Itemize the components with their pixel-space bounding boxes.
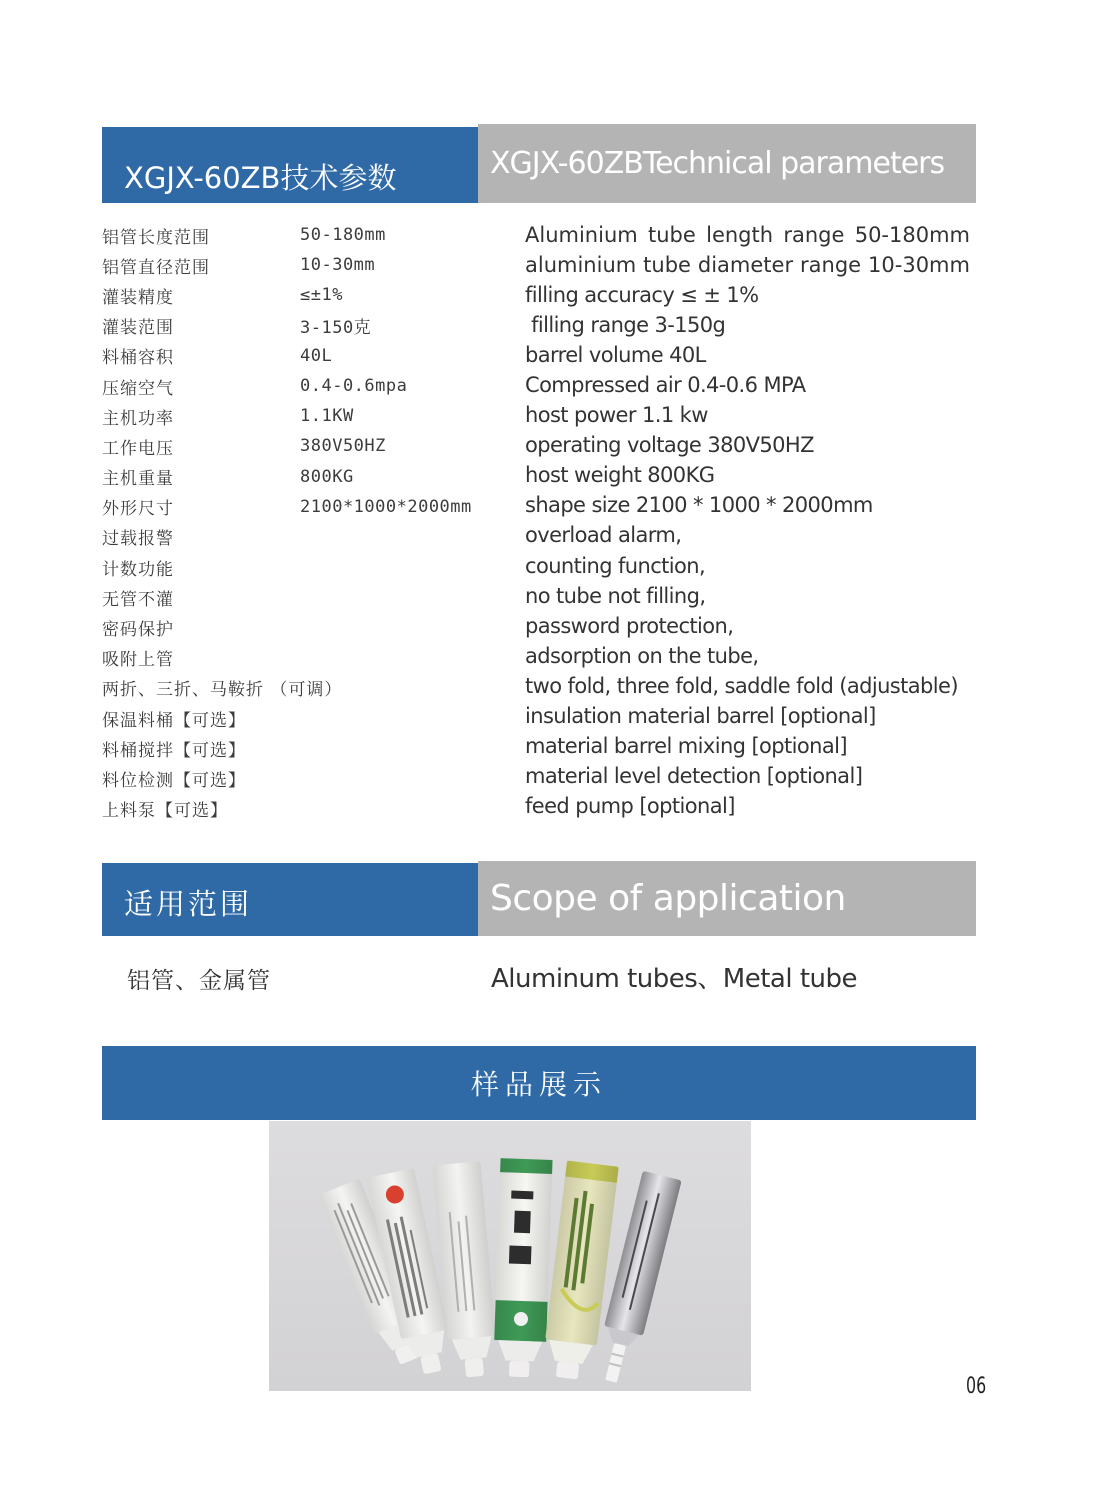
param-key-cn: 两折、三折、马鞍折 （可调） xyxy=(102,680,343,701)
param-row-cn xyxy=(102,401,502,431)
param-row-cn xyxy=(102,280,502,310)
tube-green xyxy=(493,1158,553,1378)
scope-header xyxy=(102,863,976,936)
param-row-en: no tube not filling, xyxy=(525,583,706,608)
param-word-en: Aluminium xyxy=(525,223,638,248)
param-value-cn: 380V50HZ xyxy=(300,436,386,457)
param-key-cn: 料桶容积 xyxy=(102,348,174,369)
param-row-en: insulation material barrel [optional] xyxy=(525,703,876,728)
param-row-cn xyxy=(102,250,502,280)
param-row-cn xyxy=(102,733,502,763)
tube-white-plain xyxy=(433,1161,499,1378)
param-row-en: two fold, three fold, saddle fold (adjustable) xyxy=(525,673,958,698)
param-value-cn: 1.1KW xyxy=(300,406,354,427)
param-word-en: range xyxy=(800,253,862,278)
param-key-cn: 主机重量 xyxy=(102,469,174,490)
param-row-en: filling range 3-150g xyxy=(525,313,726,338)
param-value-cn: 0.4-0.6mpa xyxy=(300,376,408,397)
param-word-en: aluminium xyxy=(525,253,637,278)
param-row-en: material level detection [optional] xyxy=(525,763,863,788)
param-row-en: host power 1.1 kw xyxy=(525,403,708,428)
param-value-cn: 2100*1000*2000mm xyxy=(300,496,472,517)
param-row-en xyxy=(525,220,970,250)
param-key-cn: 保温料桶【可选】 xyxy=(102,710,246,731)
scope-text-cn: 铝管、金属管 xyxy=(127,968,271,994)
param-row-cn xyxy=(102,794,502,824)
params-list-cn xyxy=(102,220,502,824)
tube-yellow xyxy=(541,1161,619,1382)
param-row-en: barrel volume 40L xyxy=(525,343,706,368)
param-key-cn: 吸附上管 xyxy=(102,650,174,671)
param-key-cn: 外形尺寸 xyxy=(102,499,174,520)
param-key-cn: 上料泵【可选】 xyxy=(102,801,228,822)
param-word-en: tube xyxy=(648,223,696,248)
tech-params-header xyxy=(102,127,976,203)
scope-title-cn: 适用范围 xyxy=(102,863,478,936)
page-number: 06 xyxy=(966,1374,987,1399)
param-key-cn: 料桶搅拌【可选】 xyxy=(102,740,246,761)
scope-title-en: Scope of application xyxy=(478,861,976,936)
tech-params-title-en: XGJX-60ZBTechnical parameters xyxy=(478,124,976,203)
param-row-cn xyxy=(102,582,502,612)
param-word-en: length xyxy=(706,223,774,248)
param-row-cn xyxy=(102,311,502,341)
param-word-en: 50-180mm xyxy=(854,223,970,248)
param-row-cn xyxy=(102,462,502,492)
param-word-en: range xyxy=(783,223,845,248)
param-key-cn: 料位检测【可选】 xyxy=(102,770,246,791)
param-key-cn: 灌装范围 xyxy=(102,318,174,339)
param-value-cn: 40L xyxy=(300,345,333,366)
param-row-cn xyxy=(102,763,502,793)
param-row-en: shape size 2100 * 1000 * 2000mm xyxy=(525,493,873,518)
sample-tubes-photo xyxy=(269,1121,751,1391)
param-value-cn: 800KG xyxy=(300,466,354,487)
param-row-en: Compressed air 0.4-0.6 MPA xyxy=(525,373,806,398)
param-row-en xyxy=(525,250,970,280)
param-word-en: diameter xyxy=(697,253,794,278)
param-row-cn xyxy=(102,341,502,371)
param-row-cn xyxy=(102,552,502,582)
param-word-en: 10-30mm xyxy=(868,253,970,278)
param-value-cn: 3-150克 xyxy=(300,318,372,339)
param-row-cn xyxy=(102,673,502,703)
param-key-cn: 铝管直径范围 xyxy=(102,257,210,278)
param-row-en: feed pump [optional] xyxy=(525,793,735,818)
param-row-cn xyxy=(102,612,502,642)
param-value-cn: 50-180mm xyxy=(300,225,386,246)
param-row-en: overload alarm, xyxy=(525,523,682,548)
param-row-en: password protection, xyxy=(525,613,734,638)
param-key-cn: 过载报警 xyxy=(102,529,174,550)
param-key-cn: 主机功率 xyxy=(102,408,174,429)
param-row-cn xyxy=(102,522,502,552)
param-key-cn: 铝管长度范围 xyxy=(102,227,210,248)
param-row-cn xyxy=(102,643,502,673)
param-row-en: adsorption on the tube, xyxy=(525,643,759,668)
param-value-cn: 10-30mm xyxy=(300,255,376,276)
params-list-en xyxy=(525,220,970,821)
param-row-en: operating voltage 380V50HZ xyxy=(525,433,814,458)
param-row-cn xyxy=(102,492,502,522)
param-row-en: material barrel mixing [optional] xyxy=(525,733,847,758)
param-word-en: tube xyxy=(643,253,691,278)
param-row-en: filling accuracy ≤ ± 1% xyxy=(525,283,759,308)
tech-params-title-cn: XGJX-60ZB技术参数 xyxy=(102,127,478,203)
scope-text-en: Aluminum tubes、Metal tube xyxy=(491,964,858,994)
param-value-cn: ≤±1% xyxy=(300,285,343,306)
param-key-cn: 计数功能 xyxy=(102,559,174,580)
param-row-cn xyxy=(102,371,502,401)
param-row-cn xyxy=(102,220,502,250)
param-key-cn: 灌装精度 xyxy=(102,287,174,308)
param-key-cn: 工作电压 xyxy=(102,438,174,459)
param-row-cn xyxy=(102,431,502,461)
param-key-cn: 压缩空气 xyxy=(102,378,174,399)
param-key-cn: 密码保护 xyxy=(102,620,174,641)
sample-display-header: 样品展示 xyxy=(102,1046,976,1120)
param-row-en: counting function, xyxy=(525,553,706,578)
param-row-en: host weight 800KG xyxy=(525,463,715,488)
param-key-cn: 无管不灌 xyxy=(102,589,174,610)
param-row-cn xyxy=(102,703,502,733)
